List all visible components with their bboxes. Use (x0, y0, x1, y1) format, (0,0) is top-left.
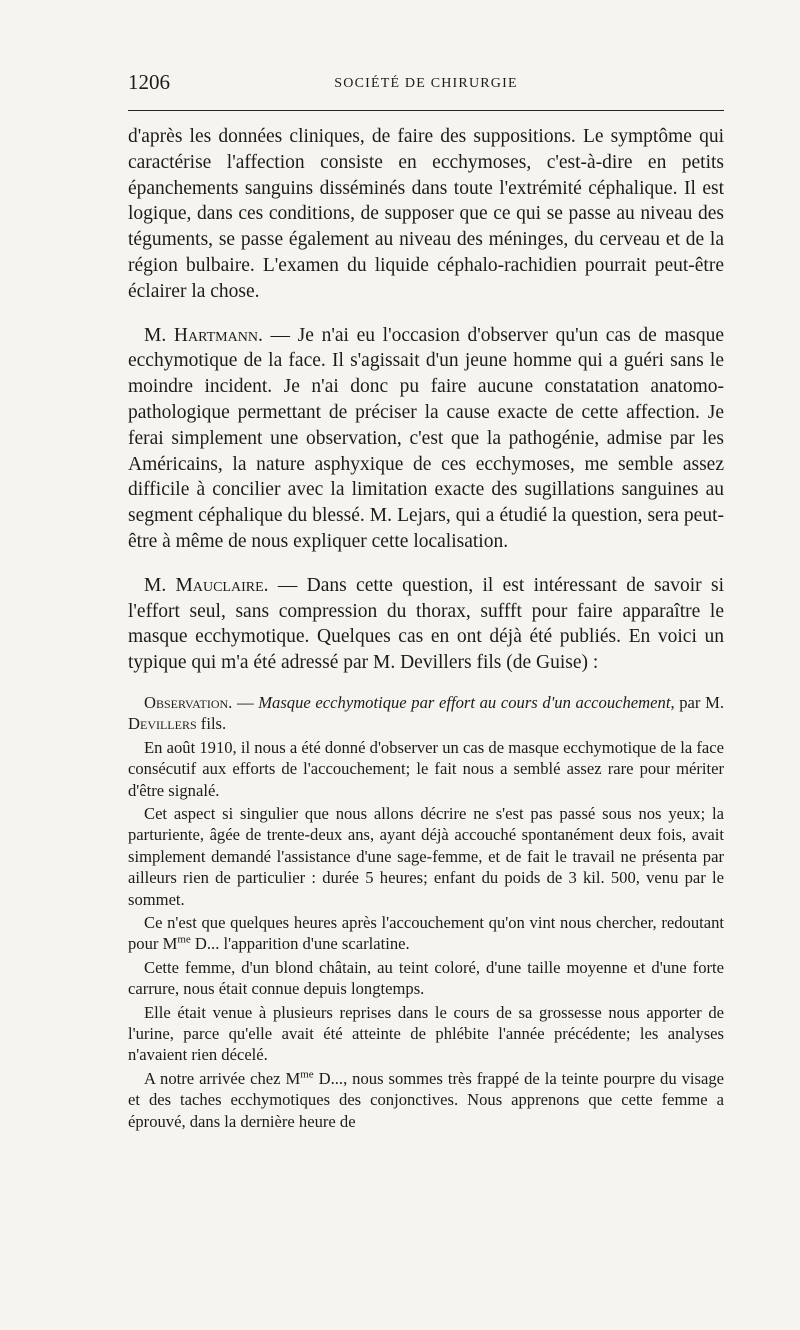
text-part: D... l'apparition d'une scarlatine. (190, 934, 410, 954)
observation-label: Observation (144, 692, 229, 712)
running-title: SOCIÉTÉ DE CHIRURGIE (334, 76, 518, 91)
observation-title: Masque ecchymotique par effort au cours d'un accouchement (258, 692, 671, 712)
speech-text: . — Je n'ai eu l'occasion d'observer qu'un cas de masque ecchymotique de la face. Il s'agissait d'un jeune homme qui a guéri sans le moindre incident. Je n'ai donc pu faire aucune constatation anatomo-pathologique permettant de préciser la cause exacte de cette affection. Je ferai simplement une observation, c'est que la pathogénie, admise par les Américains, la nature asphyxique de ces ecchymoses, me semble assez difficile à concilier avec la limitation exacte des sugillations sanguines au segment céphalique du blessé. M. Lejars, qui a étudié la question, sera peut-être à même de nous expliquer cette localisation. (128, 324, 725, 552)
speech-text: . — Dans cette question, il est intéressant de savoir si l'effort seul, sans compression du thorax, suffft pour faire apparaître le masque ecchymotique. Quelques cas en ont déjà été publiés. En voici un typique qui m'a été adressé par M. Devillers fils (de Guise) : (128, 574, 724, 674)
heading-by: , par M. (670, 692, 724, 712)
paragraph-1: d'après les données cliniques, de faire des suppositions. Le symptôme qui caractérise l'affection consiste en ecchymoses, c'est-à-dire en petits épanchements sanguins disséminés dans toute l'extrémité céphalique. Il est logique, dans ces conditions, de supposer que ce qui se passe au niveau des téguments, se passe également au niveau des méninges, du cerveau et de la région bulbaire. L'examen du liquide céphalo-rachidien pourrait peut-être éclairer la chose. (128, 126, 724, 302)
paragraph-mauclaire (128, 573, 724, 676)
text-part: Ce n'est que quelques heures après l'accouchement qu'on vint nous chercher, redoutant pour M (128, 913, 724, 954)
main-text (128, 124, 724, 676)
heading-suffix: fils. (196, 714, 227, 734)
observation-paragraph-3 (128, 912, 724, 955)
speaker-name: Hartmann (173, 324, 258, 346)
text-part: D..., nous sommes très frappé de la teinte pourpre du visage et des taches ecchymotiques des conjonctives. Nous apprenons que cette femme a éprouvé, dans la dernière heure de (128, 1068, 724, 1131)
page-header (128, 70, 724, 111)
superscript: me (300, 1068, 314, 1081)
prefix: M. (144, 324, 174, 346)
observation-paragraph-1: En août 1910, il nous a été donné d'observer un cas de masque ecchymotique de la face consécutif aux efforts de l'accouchement; le fait nous a semblé assez rare pour mériter d'être signalé. (128, 737, 724, 800)
text-part: A notre arrivée chez M (144, 1068, 301, 1088)
heading-dash: . — (228, 692, 259, 712)
page-body (128, 124, 724, 1132)
observation-author: Devillers (128, 714, 197, 734)
observation-paragraph-2: Cet aspect si singulier que nous allons décrire ne s'est pas passé sous nos yeux; la parturiente, âgée de trente-deux ans, ayant déjà accouché spontanément deux fois, avait simplement demandé l'assistance d'une sage-femme, et de fait le travail ne présenta par ailleurs rien de particulier : durée 5 heures; enfant du poids de 3 kil. 500, venu par le sommet. (128, 803, 724, 909)
prefix: M. (144, 574, 176, 596)
observation-heading (128, 692, 724, 735)
observation-paragraph-6 (128, 1068, 724, 1132)
page-number: 1206 (128, 70, 170, 94)
observation-paragraph-5: Elle était venue à plusieurs reprises dans le cours de sa grossesse nous apporter de l'urine, parce qu'elle avait été atteinte de phlébite l'année précédente; les analyses n'avaient rien décelé. (128, 1002, 724, 1065)
speaker-name: Mauclaire (175, 574, 264, 596)
superscript: me (177, 933, 191, 946)
paragraph-hartmann (128, 323, 724, 555)
observation-section (128, 692, 724, 1132)
observation-paragraph-4: Cette femme, d'un blond châtain, au teint coloré, d'une taille moyenne et d'une forte carrure, nous était connue depuis longtemps. (128, 957, 724, 999)
